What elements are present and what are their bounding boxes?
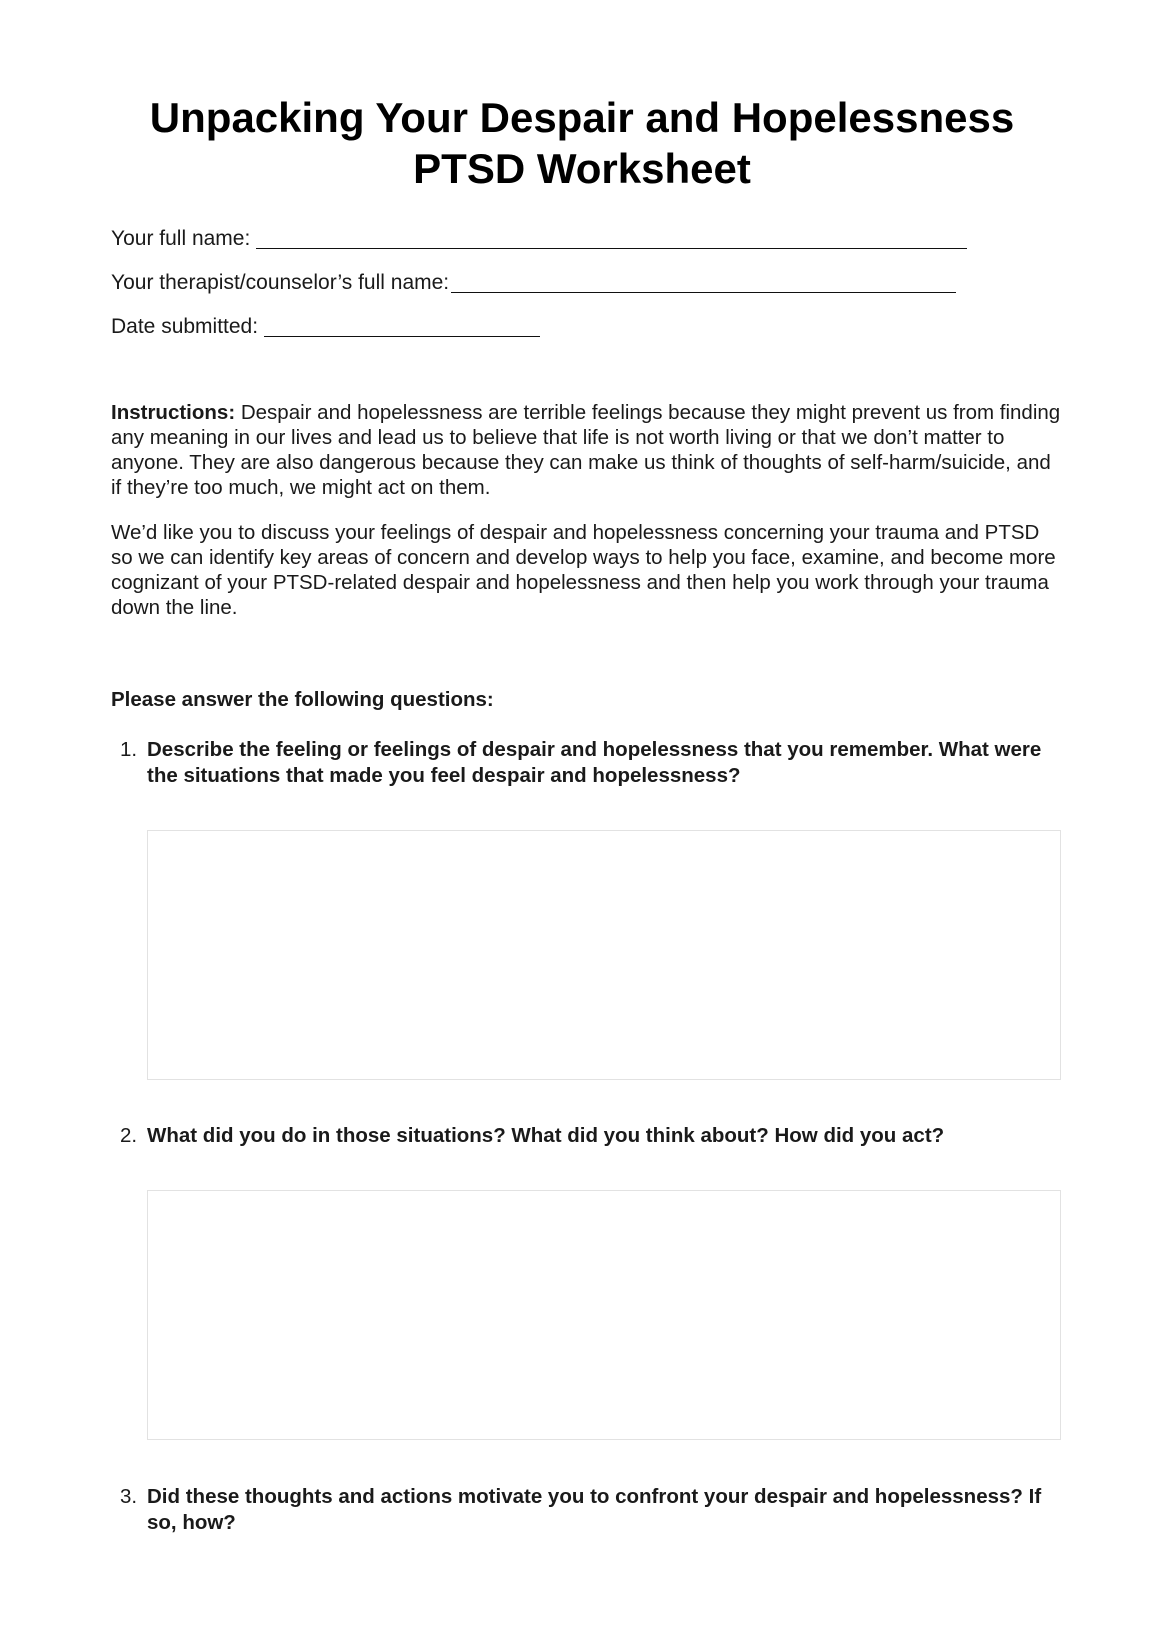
- instructions-body: Despair and hopelessness are terrible feelings because they might prevent us from finding any meaning in our lives and lead us to believe that life is not worth living or that we don’t matter to anyone. They are also dangerous because they can make us think of thoughts of self-harm/suicide, and if they’re too much, we might act on them.: [111, 401, 1061, 499]
- question-number: 2.: [120, 1124, 138, 1147]
- intro-paragraph: We’d like you to discuss your feelings of despair and hopelessness concerning your trauma and PTSD so we can identify key areas of concern and develop ways to help you face, examine, and become more cognizant of your PTSD-related despair and hopelessness and then help you work through your trauma down the line.: [111, 521, 1056, 619]
- question-number: 3.: [120, 1485, 138, 1508]
- therapist-name-field: [111, 270, 956, 296]
- therapist-name-input-line[interactable]: [451, 272, 956, 293]
- answer-box-2[interactable]: [147, 1190, 1061, 1440]
- question-text: Describe the feeling or feelings of despair and hopelessness that you remember. What were the situations that made you feel despair and hopelessness?: [147, 738, 1042, 787]
- title-line-2: PTSD Worksheet: [413, 145, 751, 192]
- instructions-lead: Instructions:: [111, 401, 236, 424]
- question-1: [120, 737, 1060, 789]
- date-submitted-field: [111, 314, 540, 340]
- therapist-name-label: Your therapist/counselor’s full name:: [111, 271, 450, 294]
- full-name-input-line[interactable]: [256, 228, 967, 249]
- page-title: [0, 92, 1164, 194]
- instructions-paragraph: [111, 400, 1061, 500]
- date-submitted-input-line[interactable]: [264, 316, 540, 337]
- question-3: [120, 1484, 1060, 1536]
- question-number: 1.: [120, 738, 138, 761]
- title-line-1: Unpacking Your Despair and Hopelessness: [149, 94, 1015, 141]
- full-name-field: [111, 226, 967, 252]
- answer-box-1[interactable]: [147, 830, 1061, 1080]
- question-text: Did these thoughts and actions motivate you to confront your despair and hopelessness? If so, how?: [147, 1485, 1042, 1534]
- full-name-label: Your full name:: [111, 227, 251, 250]
- question-2: [120, 1123, 1060, 1149]
- date-submitted-label: Date submitted:: [111, 315, 259, 338]
- questions-prompt: Please answer the following questions:: [111, 688, 494, 711]
- question-text: What did you do in those situations? What did you think about? How did you act?: [147, 1124, 945, 1147]
